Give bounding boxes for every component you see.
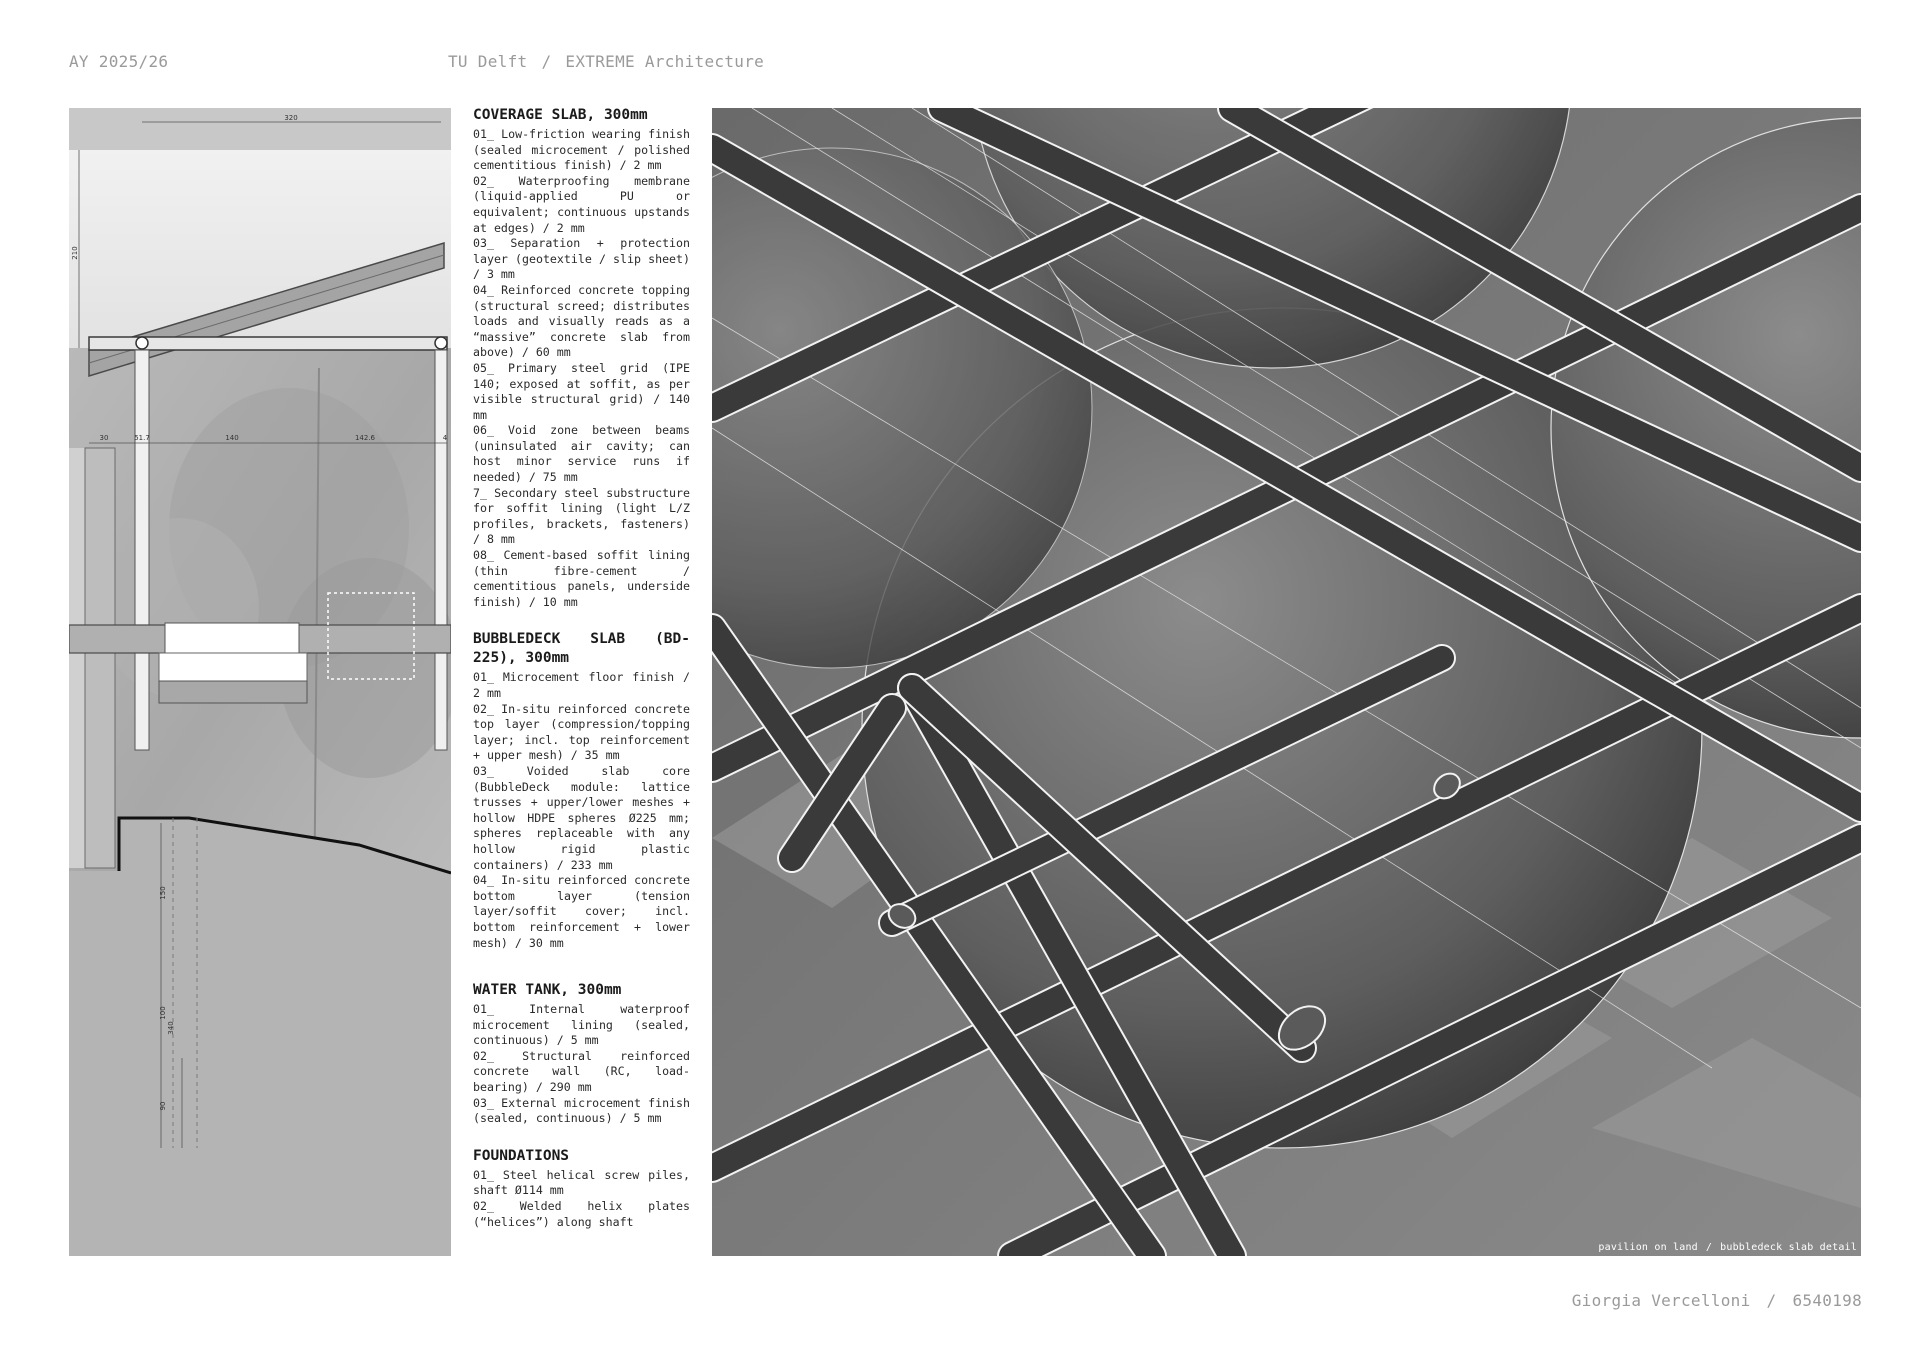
dimension-label: 51.7 bbox=[134, 434, 150, 442]
spec-item: 02_ Waterproofing membrane (liquid-applied PU or equivalent; continuous upstands at edges) / 2 mm bbox=[473, 173, 690, 235]
dimension-label: 90 bbox=[159, 1101, 167, 1111]
dimension-label: 4 bbox=[442, 434, 448, 442]
spec-title: BUBBLEDECK SLAB (BD-225), 300mm bbox=[473, 631, 690, 667]
dimension-label: 30 bbox=[99, 434, 109, 442]
foundations-spec bbox=[473, 1147, 690, 1230]
spec-item: 04_ In-situ reinforced concrete bottom layer (tension layer/soffit cover; incl. bottom reinforcement + lower mesh) / 30 mm bbox=[473, 873, 690, 950]
spec-item: 7_ Secondary steel substructure for soffit lining (light L/Z profiles, brackets, fasteners) / 8 mm bbox=[473, 485, 690, 547]
specification-column bbox=[473, 106, 690, 1260]
coverage-slab-spec bbox=[473, 106, 690, 610]
student-id: 6540198 bbox=[1792, 1291, 1862, 1310]
caption-separator: / bbox=[1705, 1242, 1713, 1253]
dimension-label: 340 bbox=[167, 1021, 175, 1035]
spec-item: 02_ Structural reinforced concrete wall (RC, load-bearing) / 290 mm bbox=[473, 1048, 690, 1095]
spec-item: 04_ Reinforced concrete topping (structural screed; distributes loads and visually reads as a “massive” concrete slab from above) / 60 mm bbox=[473, 282, 690, 360]
spec-item: 03_ Voided slab core (BubbleDeck module: lattice trusses + upper/lower meshes + hollow HDPE spheres Ø225 mm; spheres replaceable with any hollow rigid plastic containers) / 233 mm bbox=[473, 763, 690, 872]
dimension-label: 142.6 bbox=[354, 434, 376, 442]
spec-item: 05_ Primary steel grid (IPE 140; exposed at soffit, as per visible structural grid) / 140 mm bbox=[473, 360, 690, 422]
course-header bbox=[448, 52, 764, 71]
caption-right: bubbledeck slab detail bbox=[1720, 1242, 1857, 1253]
spec-title: COVERAGE SLAB, 300mm bbox=[473, 107, 648, 123]
render-caption bbox=[1598, 1242, 1857, 1253]
spec-item: 02_ Welded helix plates (“helices”) along shaft bbox=[473, 1199, 690, 1229]
spec-item: 06_ Void zone between beams (uninsulated air cavity; can host minor service runs if needed) / 75 mm bbox=[473, 423, 690, 485]
bubbledeck-slab-spec bbox=[473, 630, 690, 951]
spec-title: FOUNDATIONS bbox=[473, 1147, 570, 1164]
school-name: TU Delft bbox=[448, 52, 528, 71]
dimension-label: 100 bbox=[159, 1006, 167, 1020]
author-footer bbox=[1572, 1291, 1862, 1310]
author-name: Giorgia Vercelloni bbox=[1571, 1291, 1751, 1310]
dimension-label: 210 bbox=[71, 246, 79, 260]
dimension-label: 140 bbox=[225, 434, 239, 442]
caption-left: pavilion on land bbox=[1598, 1242, 1698, 1253]
water-tank-spec bbox=[473, 981, 690, 1127]
spec-item: 01_ Steel helical screw piles, shaft Ø114 mm bbox=[473, 1167, 690, 1198]
spec-item: 03_ External microcement finish (sealed, continuous) / 5 mm bbox=[473, 1095, 690, 1126]
spec-item: 01_ Microcement floor finish / 2 mm bbox=[473, 670, 690, 700]
spec-item: 08_ Cement-based soffit lining (thin fibre-cement / cementitious panels, underside finish) / 10 mm bbox=[473, 548, 690, 609]
bubbledeck-render bbox=[712, 108, 1861, 1256]
render-image bbox=[712, 108, 1861, 1256]
spec-item: 01_ Internal waterproof microcement lining (sealed, continuous) / 5 mm bbox=[473, 1002, 690, 1048]
academic-year: AY 2025/26 bbox=[69, 52, 169, 71]
header-separator: / bbox=[541, 52, 552, 71]
ground bbox=[69, 818, 451, 1256]
footer-separator: / bbox=[1766, 1291, 1777, 1310]
spec-title: WATER TANK, 300mm bbox=[473, 982, 622, 999]
course-name: EXTREME Architecture bbox=[565, 52, 765, 71]
spec-item: 03_ Separation + protection layer (geotextile / slip sheet) / 3 mm bbox=[473, 236, 690, 282]
dimension-label: 150 bbox=[159, 886, 167, 900]
section-drawing bbox=[69, 108, 451, 1256]
section-drawing-svg bbox=[69, 108, 451, 1256]
spec-item: 01_ Low-friction wearing finish (sealed microcement / polished cementitious finish) / 2 mm bbox=[473, 127, 690, 173]
dimension-label: 320 bbox=[284, 114, 298, 122]
spec-item: 02_ In-situ reinforced concrete top layer (compression/topping layer; incl. top reinforcement + upper mesh) / 35 mm bbox=[473, 701, 690, 763]
